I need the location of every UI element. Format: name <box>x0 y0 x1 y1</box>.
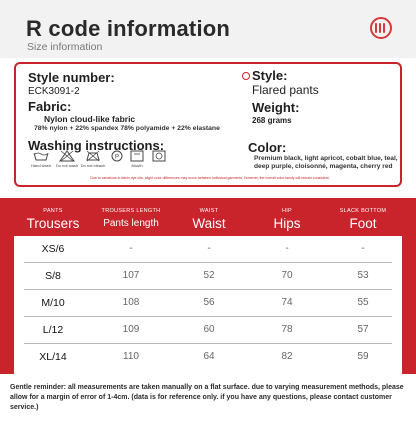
style-number-value: ECK3091-2 <box>28 86 80 97</box>
column-header-small: SLACK BOTTOM <box>339 208 387 214</box>
table-cell: 60 <box>203 324 215 335</box>
column-header-small: PANTS <box>43 208 63 214</box>
table-cell: 57 <box>357 324 369 335</box>
header <box>0 0 416 58</box>
column-header-small: TROUSERS LENGTH <box>101 208 161 214</box>
table-row <box>14 236 402 263</box>
table-cell: M/10 <box>41 297 65 309</box>
table-cell: 108 <box>122 297 140 308</box>
wash-icon-label: Mouth <box>131 163 143 168</box>
style-value: Flared pants <box>252 83 319 97</box>
table-cell: XL/14 <box>39 351 67 363</box>
table-cell: - <box>129 243 133 254</box>
table-cell: 53 <box>357 270 369 281</box>
table-cell: S/8 <box>45 270 61 282</box>
table-cell: 110 <box>123 351 139 362</box>
table-cell: - <box>361 243 365 254</box>
table-cell: 55 <box>357 297 369 308</box>
color-disclaimer: Due to variations in fabric dye lots, slight color differences may occur between individual garments. However, the overall color family will remain consistent. <box>90 176 330 180</box>
table-cell: XS/6 <box>41 243 65 255</box>
table-cell: 107 <box>122 270 140 281</box>
style-marker-icon <box>242 72 250 80</box>
table-cell: 64 <box>203 351 215 362</box>
washing-label: Washing instructions: <box>28 138 165 153</box>
style-number-label: Style number: <box>28 70 115 85</box>
table-body <box>14 236 402 374</box>
table-row <box>14 290 402 317</box>
column-header <box>92 198 170 229</box>
table-cell: 78 <box>281 324 293 335</box>
fabric-label: Fabric: <box>28 99 72 114</box>
table-cell: L/12 <box>42 324 64 336</box>
weight-value: 268 grams <box>252 116 292 125</box>
column-header-big: Foot <box>349 216 377 231</box>
color-value: Premium black, light apricot, cobalt blue, teal, deep purple, cloisonné, magenta, cherry red <box>254 155 398 170</box>
table-row <box>14 344 402 371</box>
table-cell: 70 <box>281 270 293 281</box>
column-header-small: HIP <box>281 208 293 214</box>
column-header <box>14 198 92 231</box>
table-cell: 82 <box>281 351 293 362</box>
column-header <box>170 198 248 231</box>
wash-icon-label: Hand wash <box>30 163 51 168</box>
column-header-big: Hips <box>273 216 301 231</box>
style-label: Style: <box>252 68 288 83</box>
table-cell: 74 <box>281 297 293 308</box>
fabric-value: Nylon cloud-like fabric <box>44 114 136 124</box>
wash-icon-label: Do not bleach <box>80 163 106 168</box>
wash-icon-label: Do not wash <box>55 163 79 168</box>
table-row <box>14 263 402 290</box>
table-cell: - <box>285 243 289 254</box>
column-header <box>324 198 402 231</box>
brand-logo-icon <box>370 17 392 39</box>
product-info-card <box>14 62 402 187</box>
weight-label: Weight: <box>252 100 300 115</box>
column-header-big: Trousers <box>26 216 80 231</box>
svg-text:P: P <box>114 154 120 161</box>
tumble-dry-icon <box>144 150 174 163</box>
table-cell: 109 <box>122 324 140 335</box>
column-header <box>248 198 326 231</box>
table-cell: 59 <box>357 351 369 362</box>
page-title: R code information <box>26 16 231 41</box>
gentle-reminder: Gentle reminder: all measurements are taken manually on a flat surface. due to varying measurement methods, please allow for a margin of error of 1-4cm. (data is for reference only. if you have any questions, please contact customer service.) <box>10 384 404 411</box>
column-header-small: WAIST <box>199 208 219 214</box>
table-cell: 56 <box>203 297 215 308</box>
composition-value: 78% nylon + 22% spandex 78% polyamide + 22% elastane <box>34 125 220 132</box>
table-row <box>14 317 402 344</box>
table-header <box>14 198 402 236</box>
size-table <box>14 198 402 374</box>
page-subtitle: Size information <box>27 41 103 53</box>
table-cell: 52 <box>203 270 215 281</box>
column-header-big: Pants length <box>103 218 159 229</box>
table-cell: - <box>207 243 211 254</box>
column-header-big: Waist <box>192 216 226 231</box>
color-label: Color: <box>248 140 287 155</box>
